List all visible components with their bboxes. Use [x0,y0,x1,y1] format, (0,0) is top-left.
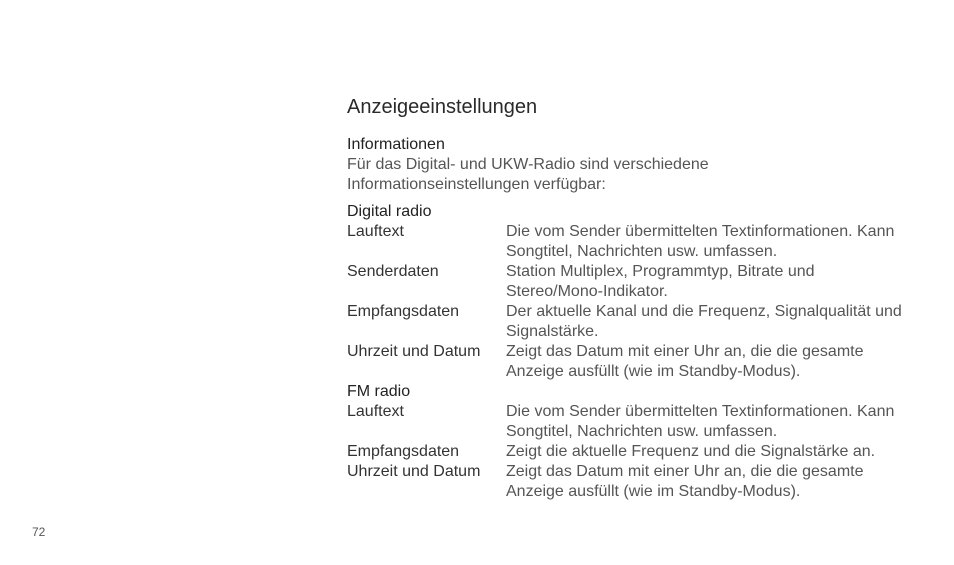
digital-row-senderdaten [347,262,907,302]
term: Empfangsdaten [347,303,460,320]
info-heading: Informationen [347,136,445,153]
fm-row-empfangsdaten [347,442,907,462]
page-title: Anzeigeeinstellungen [347,96,538,118]
digital-radio-heading: Digital radio [347,203,432,220]
term: Lauftext [347,403,404,420]
term: Uhrzeit und Datum [347,463,481,480]
term: Uhrzeit und Datum [347,343,481,360]
fm-radio-section [347,382,907,502]
info-paragraph: Für das Digital- und UKW-Radio sind verschiedene Informationseinstellungen verfügbar: [347,156,709,193]
description: Zeigt das Datum mit einer Uhr an, die die gesamte Anzeige ausfüllt (wie im Standby-Modus). [506,463,864,500]
fm-radio-heading: FM radio [347,383,411,400]
description: Station Multiplex, Programmtyp, Bitrate und Stereo/Mono-Indikator. [506,263,815,300]
description: Zeigt die aktuelle Frequenz und die Signalstärke an. [506,443,876,460]
manual-content [347,95,907,502]
fm-row-uhrzeit-datum [347,462,907,502]
description: Die vom Sender übermittelten Textinformationen. Kann Songtitel, Nachrichten usw. umfassen. [506,403,895,440]
description: Die vom Sender übermittelten Textinformationen. Kann Songtitel, Nachrichten usw. umfassen. [506,223,895,260]
description: Zeigt das Datum mit einer Uhr an, die die gesamte Anzeige ausfüllt (wie im Standby-Modus). [506,343,864,380]
term: Empfangsdaten [347,443,460,460]
term: Senderdaten [347,263,439,280]
digital-row-lauftext [347,222,907,262]
digital-row-empfangsdaten [347,302,907,342]
page-number: 72 [32,525,46,539]
digital-row-uhrzeit-datum [347,342,907,382]
fm-row-lauftext [347,402,907,442]
description: Der aktuelle Kanal und die Frequenz, Signalqualität und Signalstärke. [506,303,902,340]
digital-radio-section [347,202,907,382]
term: Lauftext [347,223,404,240]
